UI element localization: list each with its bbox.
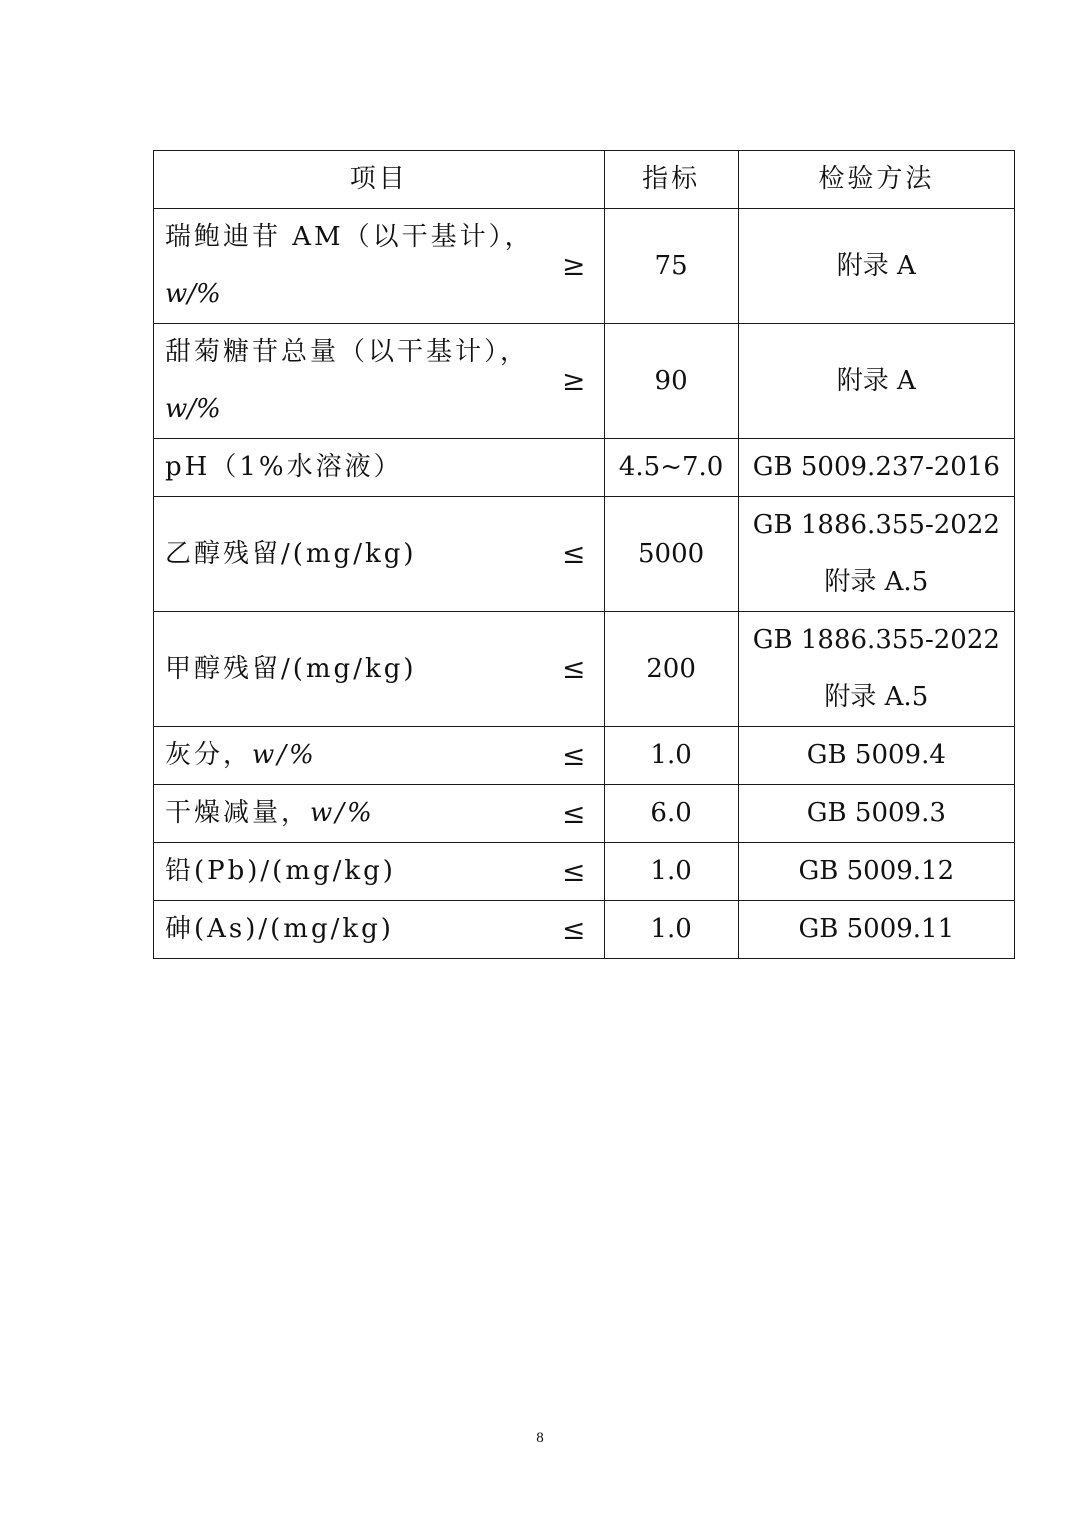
- item-name: 乙醇残留/(mg/kg): [165, 538, 417, 569]
- method-line: 附录 A.5: [824, 567, 929, 597]
- page-number: 8: [536, 1430, 544, 1446]
- operator-symbol: ≤: [562, 796, 586, 830]
- item-name: 甲醇残留/(mg/kg): [165, 653, 417, 684]
- method-line: GB 1886.355-2022: [752, 625, 1000, 655]
- table-row: [154, 727, 1015, 785]
- table-row: [154, 439, 1015, 497]
- method-line: 附录 A: [836, 365, 916, 396]
- table-header-row: [154, 151, 1015, 209]
- value-cell: 6.0: [604, 785, 738, 843]
- value-cell: 75: [604, 209, 738, 324]
- item-cell: [154, 209, 605, 324]
- table-row: [154, 497, 1015, 612]
- method-line: GB 5009.4: [806, 740, 946, 770]
- method-cell: [738, 612, 1014, 727]
- value-cell: 1.0: [604, 901, 738, 959]
- method-line: GB 5009.11: [798, 914, 955, 944]
- table-row: [154, 843, 1015, 901]
- table-row: [154, 785, 1015, 843]
- item-name: 瑞鲍迪苷 AM（以干基计），: [165, 222, 534, 252]
- item-cell: [154, 612, 605, 727]
- item-name: 甜菊糖苷总量（以干基计），: [165, 337, 530, 367]
- table-row: [154, 209, 1015, 324]
- item-unit: w/%: [310, 798, 375, 828]
- method-cell: [738, 439, 1014, 497]
- item-unit: w/%: [252, 740, 317, 770]
- method-cell: [738, 901, 1014, 959]
- item-unit: w/%: [165, 394, 221, 424]
- method-line: 附录 A: [836, 250, 916, 281]
- method-line: GB 5009.12: [798, 856, 955, 886]
- method-cell: [738, 727, 1014, 785]
- method-line: GB 5009.3: [806, 798, 946, 828]
- table-row: [154, 324, 1015, 439]
- operator-symbol: ≤: [562, 854, 586, 888]
- header-method: 检验方法: [738, 151, 1014, 209]
- method-line: GB 1886.355-2022: [752, 510, 1000, 540]
- method-cell: [738, 324, 1014, 439]
- item-cell: [154, 727, 605, 785]
- method-cell: [738, 843, 1014, 901]
- method-cell: [738, 785, 1014, 843]
- item-cell: [154, 439, 605, 497]
- table-row: [154, 901, 1015, 959]
- item-name: 铅(Pb)/(mg/kg): [165, 856, 396, 886]
- header-value: 指标: [604, 151, 738, 209]
- value-cell: 1.0: [604, 843, 738, 901]
- method-cell: [738, 209, 1014, 324]
- method-line: GB 5009.237-2016: [752, 452, 1000, 482]
- value-cell: 5000: [604, 497, 738, 612]
- item-cell: [154, 901, 605, 959]
- value-cell: 1.0: [604, 727, 738, 785]
- item-name: pH（1%水溶液）: [165, 452, 403, 482]
- operator-symbol: ≤: [562, 912, 586, 946]
- operator-symbol: ≤: [562, 738, 586, 772]
- item-unit: w/%: [165, 279, 221, 309]
- method-line: 附录 A.5: [824, 682, 929, 712]
- item-cell: [154, 785, 605, 843]
- method-cell: [738, 497, 1014, 612]
- item-name: 砷(As)/(mg/kg): [165, 914, 394, 944]
- operator-symbol: ≤: [562, 537, 586, 570]
- table-row: [154, 612, 1015, 727]
- operator-symbol: ≥: [562, 249, 586, 282]
- value-cell: 200: [604, 612, 738, 727]
- header-item: 项目: [154, 151, 605, 209]
- value-cell: 90: [604, 324, 738, 439]
- item-cell: [154, 497, 605, 612]
- item-name: 灰分，: [165, 740, 253, 770]
- item-name: 干燥减量，: [165, 798, 311, 828]
- operator-symbol: ≤: [562, 652, 586, 685]
- operator-symbol: ≥: [562, 364, 586, 397]
- item-cell: [154, 324, 605, 439]
- specification-table: [153, 150, 1015, 959]
- value-cell: 4.5~7.0: [604, 439, 738, 497]
- item-cell: [154, 843, 605, 901]
